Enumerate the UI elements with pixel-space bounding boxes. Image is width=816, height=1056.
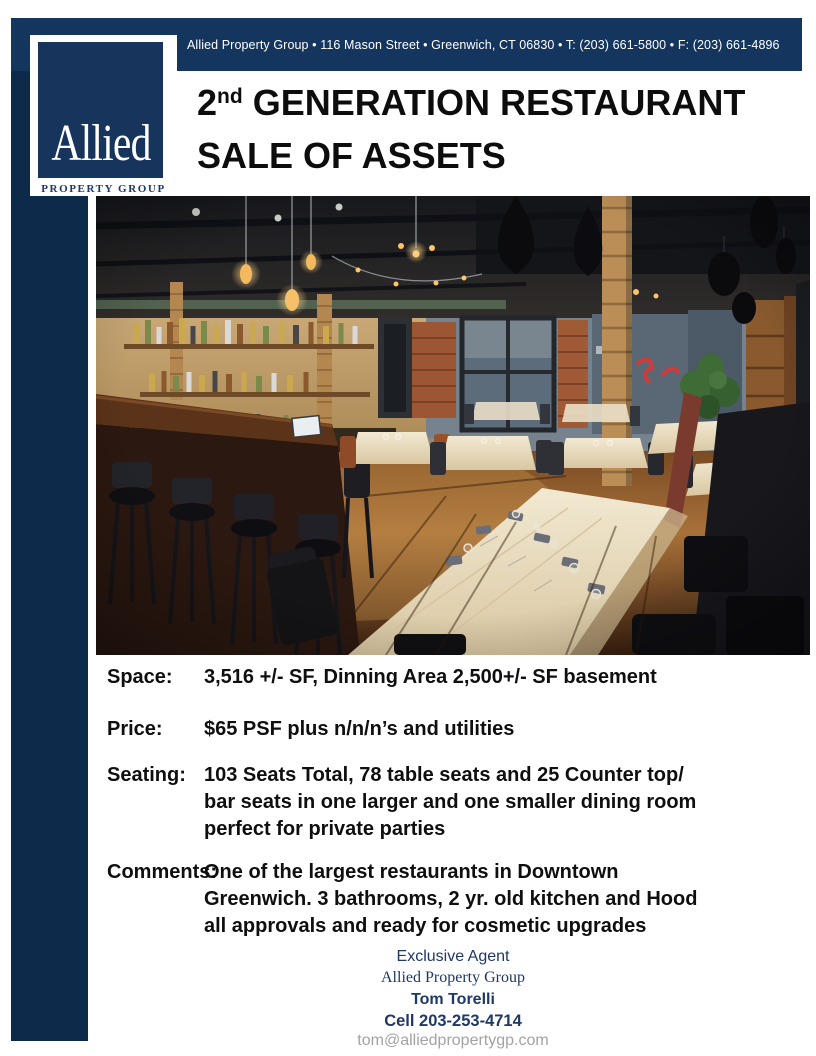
detail-value-price [204, 716, 514, 743]
restaurant-photo [96, 196, 810, 655]
detail-seating-line2: bar seats in one larger and one smaller dining room [204, 791, 697, 813]
detail-label-comments: Comments: [107, 861, 218, 883]
detail-label-space: Space: [107, 666, 173, 688]
agent-role: Exclusive Agent [396, 948, 510, 965]
page-title [197, 79, 745, 179]
header-contact-line: Allied Property Group • 116 Mason Street • Greenwich, CT 06830 • T: (203) 661-5800 • F: (203) 661-4896 [187, 37, 780, 52]
photo-vignette [96, 196, 810, 655]
headline-line2-text: SALE OF ASSETS [197, 135, 506, 176]
detail-seating-line1: 103 Seats Total, 78 table seats and 25 Counter top/ [204, 764, 684, 786]
detail-seating-line3: perfect for private parties [204, 818, 446, 840]
detail-label-price: Price: [107, 718, 163, 740]
restaurant-photo-art [96, 196, 810, 655]
headline-line1-text: GENERATION RESTAURANT [242, 82, 746, 123]
headline-ordinal-suffix: nd [217, 85, 243, 108]
detail-comments-line1: One of the largest restaurants in Downtown [204, 861, 619, 883]
detail-space-line1: 3,516 +/- SF, Dinning Area 2,500+/- SF basement [204, 666, 657, 688]
detail-value-seating [204, 762, 696, 843]
agent-block [96, 946, 810, 1051]
allied-logo [30, 35, 177, 196]
agent-name: Tom Torelli [411, 991, 495, 1008]
headline-number: 2 [197, 82, 218, 123]
allied-logo-wordmark: Allied [50, 115, 151, 172]
detail-comments-line2: Greenwich. 3 bathrooms, 2 yr. old kitchen and Hood [204, 888, 698, 910]
detail-value-comments [204, 859, 697, 940]
detail-label-seating: Seating: [107, 764, 186, 786]
detail-price-line1: $65 PSF plus n/n/n’s and utilities [204, 718, 515, 740]
agent-cell-number: Cell 203-253-4714 [384, 1012, 522, 1030]
agent-email: tom@alliedpropertygp.com [357, 1032, 549, 1049]
detail-comments-line3: all approvals and ready for cosmetic upgrades [204, 915, 647, 937]
agent-company: Allied Property Group [381, 969, 525, 986]
allied-logo-subtitle: PROPERTY GROUP [41, 183, 166, 195]
allied-logo-square [38, 42, 163, 178]
detail-value-space [204, 664, 657, 691]
